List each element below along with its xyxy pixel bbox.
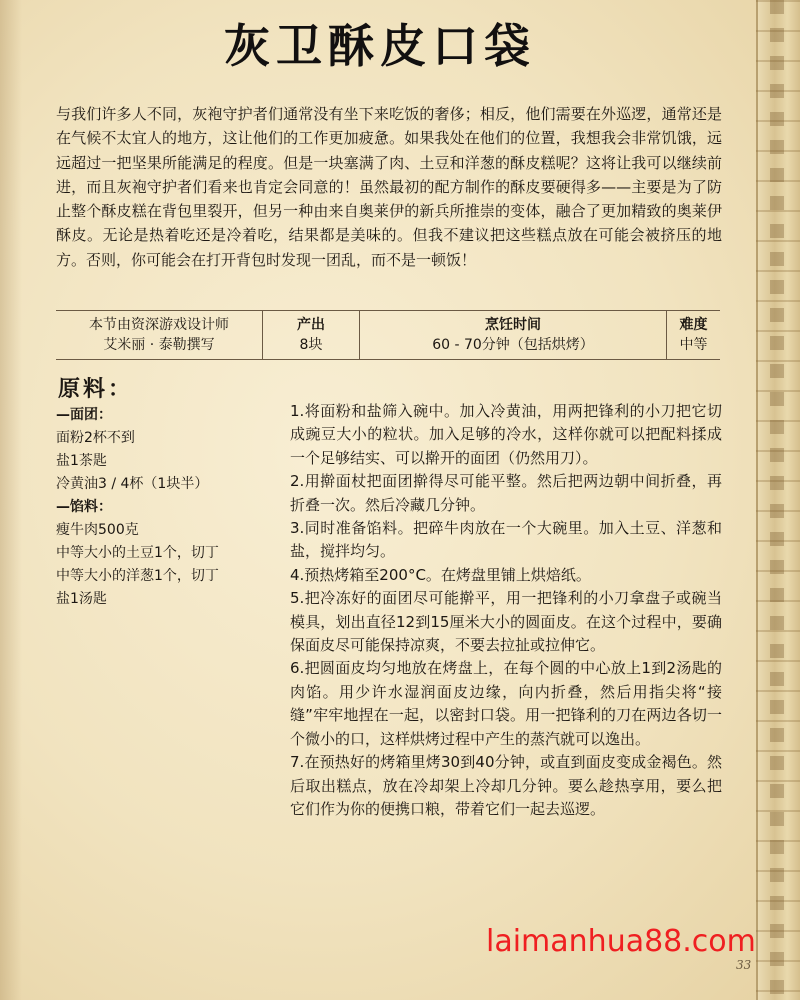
author-line-2: 艾米丽 · 泰勒撰写 [103, 337, 215, 353]
ingredient-item: 面粉2杯不到 [56, 430, 135, 446]
time-value: 60 - 70分钟（包括烘烤） [432, 337, 594, 353]
ingredient-subheading: —馅料： [56, 499, 112, 515]
ingredient-subheading: —面团： [56, 407, 112, 423]
instructions-list [290, 400, 722, 821]
step-4: 4.预热烤箱至200°C。在烤盘里铺上烘焙纸。 [290, 565, 591, 584]
page-number: 33 [736, 958, 752, 972]
yield-value: 8块 [299, 337, 323, 353]
difficulty-label: 难度 [679, 317, 708, 333]
step-1: 1.将面粉和盐筛入碗中。加入冷黄油，用两把锋利的小刀把它切成豌豆大小的粒状。加入足够的冷水，这样你就可以把配料揉成一个足够结实、可以擀开的面团（仍然用刀）。 [290, 402, 722, 467]
yield-label: 产出 [297, 317, 325, 333]
ingredient-item: 中等大小的洋葱1个，切丁 [56, 568, 219, 584]
author-line-1: 本节由资深游戏设计师 [89, 317, 229, 333]
difficulty-cell [666, 311, 720, 359]
recipe-title: 灰卫酥皮口袋 [224, 19, 536, 73]
time-cell [359, 311, 666, 359]
ingredient-item: 盐1汤匙 [56, 591, 107, 607]
ingredient-item: 冷黄油3 / 4杯（1块半） [56, 476, 209, 492]
ingredient-item: 盐1茶匙 [56, 453, 107, 469]
ingredients-list [56, 404, 282, 611]
step-5: 5.把冷冻好的面团尽可能擀平，用一把锋利的小刀拿盘子或碗当模具，划出直径12到15厘米大小的圆面皮。在这个过程中，要确保面皮尽可能保持凉爽，不要去拉扯或拉伸它。 [290, 589, 722, 655]
ingredients-heading: 原料： [58, 376, 134, 402]
time-label: 烹饪时间 [485, 317, 541, 333]
watermark-text: laimanhua88.com [486, 924, 756, 959]
author-cell [56, 311, 262, 359]
difficulty-value: 中等 [679, 337, 708, 353]
ingredient-item: 瘦牛肉500克 [56, 522, 139, 538]
step-3: 3.同时准备馅料。把碎牛肉放在一个大碗里。加入土豆、洋葱和盐，搅拌均匀。 [290, 519, 722, 561]
page-left-shadow [0, 0, 22, 1000]
step-7: 7.在预热好的烤箱里烤30到40分钟，或直到面皮变成金褐色。然后取出糕点，放在冷却架上冷却几分钟。要么趁热享用，要么把它们作为你的便携口粮，带着它们一起去巡逻。 [290, 753, 722, 818]
step-6: 6.把圆面皮均匀地放在烤盘上，在每个圆的中心放上1到2汤匙的肉馅。用少许水湿润面皮边缘，向内折叠，然后用指尖将“接缝”牢牢地捏在一起，以密封口袋。用一把锋利的刀在两边各切一个微小的口，这样烘烤过程中产生的蒸汽就可以逸出。 [290, 659, 722, 748]
step-2: 2.用擀面杖把面团擀得尽可能平整。然后把两边朝中间折叠，再折叠一次。然后冷藏几分钟。 [290, 472, 722, 514]
ingredient-item: 中等大小的土豆1个，切丁 [56, 545, 219, 561]
intro-paragraph: 与我们许多人不同，灰袍守护者们通常没有坐下来吃饭的奢侈；相反，他们需要在外巡逻，通常还是在气候不太宜人的地方，这让他们的工作更加疲惫。如果我处在他们的位置，我想我会非常饥饿，远远超过一把坚果所能满足的程度。但是一块塞满了肉、土豆和洋葱的酥皮糕呢？这将让我可以继续前进，而且灰袍守护者们看来也肯定会同意的！虽然最初的配方制作的酥皮要硬得多——主要是为了防止整个酥皮糕在背包里裂开，但另一种由来自奥莱伊的新兵所推崇的变体，融合了更加精致的奥莱伊酥皮。无论是热着吃还是冷着吃，结果都是美味的。但我不建议把这些糕点放在可能会被挤压的地方。否则，你可能会在打开背包时发现一团乱，而不是一顿饭！ [56, 105, 722, 269]
yield-cell [262, 311, 359, 359]
decorative-border [756, 0, 800, 1000]
recipe-info-table [56, 310, 720, 360]
